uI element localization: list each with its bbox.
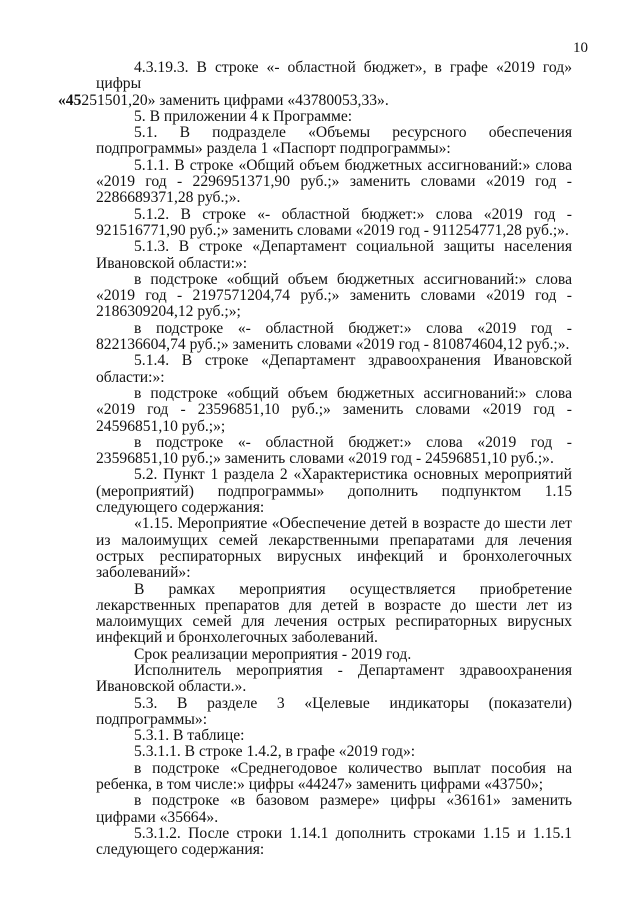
paragraph-1-15-executor: Исполнитель мероприятия - Департамент здравоохранения Ивановской области.».	[96, 661, 572, 696]
document-body	[58, 59, 572, 859]
paragraph-5-3-1-1-b: в подстроке «в базовом размере» цифры «36161» заменить цифрами «35664».	[96, 792, 572, 826]
paragraph-1-15-term: Срок реализации мероприятия - 2019 год.	[134, 645, 412, 663]
paragraph-5-3-1-1: 5.3.1.1. В строке 1.4.2, в графе «2019 год»:	[134, 743, 416, 761]
figure-rest: 251501,20» заменить цифрами «43780053,33».	[81, 91, 389, 109]
paragraph-5-1-3: 5.1.3. В строке «Департамент социальной защиты населения Ивановской области:»:	[96, 238, 572, 272]
paragraph-5-1-3-b: в подстроке «- областной бюджет:» слова «2019 год - 822136604,74 руб.;» заменить словами «2019 год - 810874604,12 руб.;».	[96, 319, 572, 354]
paragraph-5-3-1: 5.3.1. В таблице:	[134, 727, 245, 745]
figure-prefix: «45	[58, 91, 82, 109]
paragraph-5-1-4-b: в подстроке «- областной бюджет:» слова «2019 год - 23596851,10 руб.;» заменить словами «2019 год - 24596851,10 руб.;».	[96, 433, 572, 468]
paragraph-5-3: 5.3. В разделе 3 «Целевые индикаторы (показатели) подпрограммы»:	[96, 694, 572, 728]
paragraph-5-3-1-2: 5.3.1.2. После строки 1.14.1 дополнить строками 1.15 и 1.15.1 следующего содержания:	[96, 824, 572, 859]
paragraph-5-1-4-a: в подстроке «общий объем бюджетных ассигнований:» слова «2019 год - 23596851,10 руб.;» заменить словами «2019 год - 24596851,10 руб.;»;	[96, 384, 572, 435]
paragraph-1-15-desc: В рамках мероприятия осуществляется приобретение лекарственных препаратов для детей в возрасте до шести лет из малоимущих семей для лечения острых респираторных вирусных инфекций и бронхолегочных заболеваний.	[96, 580, 572, 647]
paragraph-5-1: 5.1. В подразделе «Объемы ресурсного обеспечения подпрограммы» раздела 1 «Паспорт подпрограммы»:	[96, 124, 572, 158]
paragraph-5: 5. В приложении 4 к Программе:	[134, 107, 353, 125]
paragraph-text: 4.3.19.3. В строке «- областной бюджет», в графе «2019 год» цифры	[96, 59, 572, 93]
paragraph-1-15: «1.15. Мероприятие «Обеспечение детей в возрасте до шести лет из малоимущих семей лекарственными препаратами для лечения острых респираторных вирусных инфекций и бронхолегочных заболеваний»:	[96, 515, 572, 582]
page-number: 10	[573, 40, 588, 56]
paragraph-5-2: 5.2. Пункт 1 раздела 2 «Характеристика основных мероприятий (мероприятий) подпрограммы» дополнить подпунктом 1.15 следующего содержания:	[96, 466, 572, 517]
paragraph-5-1-3-a: в подстроке «общий объем бюджетных ассигнований:» слова «2019 год - 2197571204,74 руб.;» заменить словами «2019 год - 2186309204,12 руб.;»;	[96, 270, 572, 321]
paragraph-5-1-4: 5.1.4. В строке «Департамент здравоохранения Ивановской области:»:	[96, 352, 572, 386]
paragraph-5-1-2: 5.1.2. В строке «- областной бюджет:» слова «2019 год - 921516771,90 руб.;» заменить словами «2019 год - 911254771,28 руб.;».	[96, 205, 572, 239]
paragraph-5-3-1-1-a: в подстроке «Среднегодовое количество выплат пособия на ребенка, в том числе:» цифры «44247» заменить цифрами «43750»;	[96, 759, 572, 794]
paragraph-5-1-1: 5.1.1. В строке «Общий объем бюджетных ассигнований:» слова «2019 год - 2296951371,90 руб.;» заменить словами «2019 год - 2286689371,28 руб.;».	[96, 156, 572, 207]
paragraph-4-3-19-3	[58, 59, 572, 109]
